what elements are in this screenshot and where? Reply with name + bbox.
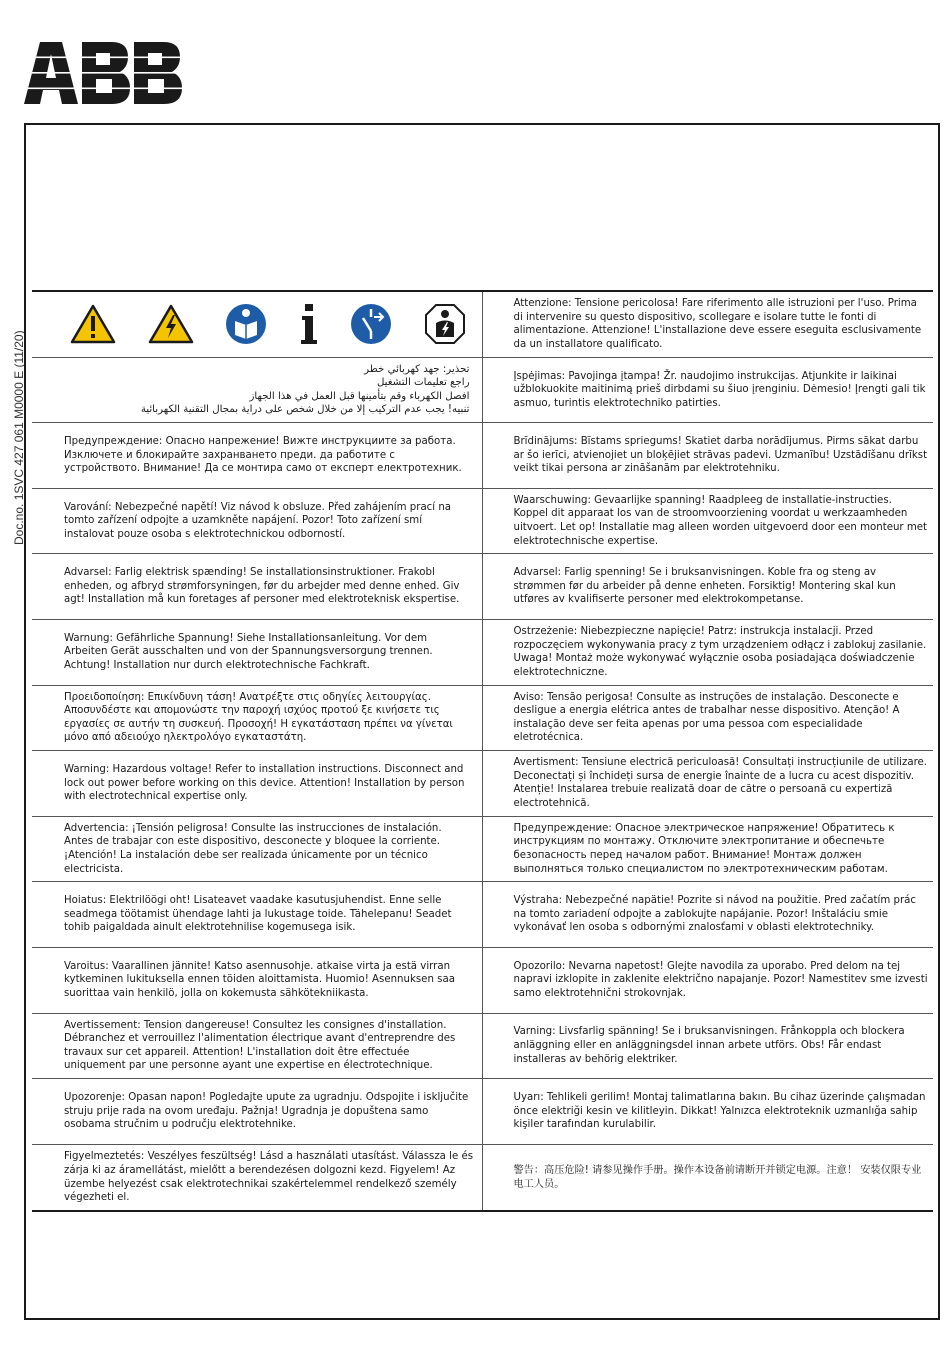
warning-text: Upozorenje: Opasan napon! Pogledajte upute za ugradnju. Odspojite i isključite struju prije rada na ovom uređaju. Pažnja! Ugradnja je dopuštena samo osobama stručnim u području elektrotehnike. [32, 1079, 483, 1144]
warning-text: تحذير: جهد كهربائي خطر راجع تعليمات التشغيل افصل الكهرباء وقم بتأمينها قبل العمل في هذا الجهاز تنبيه! يجب عدم التركيب إلا من خلال شخص على دراية بمجال التقنية الكهربائية [32, 358, 483, 423]
warning-text: Ostrzeżenie: Niebezpieczne napięcie! Patrz: instrukcja instalacji. Przed rozpoczęciem wykonywania pracy z tym urządzeniem odłącz i zablokuj zasilanie. Uwaga! Montaż może wykonywać wyłącznie osoba posiadająca doświadczenie elektrotechniczne. [513, 626, 927, 678]
table-row [32, 686, 933, 752]
warning-text: Warning: Hazardous voltage! Refer to installation instructions. Disconnect and lock out power before working on this device. Attention! Installation by person with electrotechnical expertise only. [32, 751, 483, 816]
qualified-electrician-icon [424, 303, 466, 345]
safety-icons [64, 303, 474, 345]
warning-text: Hoiatus: Elektrilöögi oht! Lisateavet vaadake kasutusjuhendist. Enne selle seadmega töötamist ühendage lahti ja lukustage toide. Tähelepanu! Seadet tohib paigaldada ainult elektrotehnilise kogemusega isik. [32, 882, 483, 947]
warning-text: Varoitus: Vaarallinen jännite! Katso asennusohje. atkaise virta ja estä virran kytkeminen lukituksella ennen töiden aloittamista. Huomio! Asennuksen saa suorittaa vain henkilö, jolla on kokemusta sähkötekniikasta. [32, 948, 483, 1013]
document-number: Doc.no. 1SVC 427 061 M0000 E (11/20) [12, 330, 26, 545]
warning-text: Предупреждение: Опасное электрическое напряжение! Обратитесь к инструкциям по монтажу. Отключите электропитание и обеспечьте безопасность перед началом работ. Внимание! Монтаж должен выполняться только специалистом по электротехническим работам. [513, 822, 895, 875]
table-row [32, 1145, 933, 1211]
warning-text: Advarsel: Farlig elektrisk spænding! Se installationsinstruktioner. Frakobl enheden, og afbryd strømforsyningen, før du arbejder med denne enhed. Giv agt! Installation må kun foretages af personer med elektroteknisk ekspertise. [32, 554, 483, 619]
icon-cell [32, 292, 483, 357]
table-row [32, 817, 933, 883]
information-icon [299, 303, 319, 345]
warning-text: Avertissement: Tension dangereuse! Consultez les consignes d'installation. Débranchez et verrouillez l'alimentation électrique avant d'entreprendre des travaux sur cet appareil. Attention! L'installation doit être effectuée uniquement par une personne ayant une expertise en électrotechnique. [32, 1014, 483, 1079]
table-row [32, 292, 933, 358]
table-row [32, 1079, 933, 1145]
warning-text: Varning: Livsfarlig spänning! Se i bruksanvisningen. Frånkoppla och blockera anläggning eller en anläggningsdel innan arbete utförs. Obs! Får endast installeras av behörig elektriker. [513, 1026, 905, 1065]
warning-text: Výstraha: Nebezpečné napätie! Pozrite si návod na použitie. Pred začatím prác na tomto zariadení odpojte a zablokujte napájanie. Pozor! Inštaláciu smie vykonávať len osoba s odbornými znalosťami v oblasti elektrotechniky. [513, 895, 917, 934]
warning-text: Brīdinājums: Bīstams spriegums! Skatiet darba norādījumus. Pirms sākat darbu ar šo ierīci, atvienojiet un bloķējiet strāvas padevi. Uzmanību! Uzstādīšanu drīkst veikt tikai persona ar zināšanām par elektrotehniku. [513, 436, 928, 475]
table-row [32, 882, 933, 948]
table-row [32, 489, 933, 555]
table-row [32, 423, 933, 489]
warning-text: Advertencia: ¡Tensión peligrosa! Consulte las instrucciones de instalación. Antes de trabajar con este dispositivo, desconecte y bloquee la corriente. ¡Atención! La instalación debe ser realizada únicamente por un técnico electricista. [32, 817, 483, 882]
table-row [32, 751, 933, 817]
warning-text: Warnung: Gefährliche Spannung! Siehe Installationsanleitung. Vor dem Arbeiten Gerät ausschalten und von der Spannungsversorgung trennen. Achtung! Installation nur durch elektrotechnische Fachkraft. [32, 620, 483, 685]
warning-text: Προειδοποίηση: Επικίνδυνη τάση! Ανατρέξτε στις οδηγίες λειτουργίας. Αποσυνδέστε και απομονώστε την παροχή ισχύος προτού ξε κινήσετε τις εργασίες σε αυτήν τη συσκευή. Προσοχή! Η εγκατάσταση πρέπει να γίνεται μόνο από αδειούχο ηλεκτρολόγο εγκαταστάτη. [32, 686, 483, 751]
warning-text: Įspėjimas: Pavojinga įtampa! Žr. naudojimo instrukcijas. Atjunkite ir laikinai užblokuokite maitinimą prieš dirbdami su šiuo įrenginiu. Dėmesio! Įrengti gali tik asmuo, turintis elektrotechniko patirties. [513, 370, 926, 409]
table-row [32, 948, 933, 1014]
electrical-hazard-icon [148, 304, 194, 344]
read-manual-icon [225, 303, 267, 345]
warning-text: Waarschuwing: Gevaarlijke spanning! Raadpleeg de installatie-instructies. Koppel dit apparaat los van de stroomvoorziening voordat u werkzaamheden uitvoert. Let op! Installatie mag alleen worden uitgevoerd door een monteur met elektrotechnische expertise. [513, 494, 928, 547]
safety-warnings-table [32, 290, 933, 1212]
table-row [32, 358, 933, 424]
warning-text: Opozorilo: Nevarna napetost! Glejte navodila za uporabo. Pred delom na tej napravi izklopite in zaklenite električno napajanje. Pozor! Namestitev sme izvesti samo elektrotehnični strokovnjak. [513, 960, 928, 1000]
warning-icon [70, 304, 116, 344]
warning-text: Advarsel: Farlig spenning! Se i bruksanvisningen. Koble fra og steng av strømmen før du arbeider på denne enheten. Forsiktig! Montering skal kun utføres av kvalifiserte personer med elektrokompetanse. [513, 567, 896, 606]
warning-text: Uyarı: Tehlikeli gerilim! Montaj talimatlarına bakın. Bu cihaz üzerinde çalışmadan önce elektriği kesin ve kilitleyin. Dikkat! Yalnızca elektroteknik uzmanlığa sahip kişiler tarafından kurulabilir. [513, 1092, 926, 1131]
abb-logo [24, 42, 184, 104]
table-row [32, 554, 933, 620]
table-row [32, 620, 933, 686]
disconnect-before-work-icon [350, 303, 392, 345]
warning-text: Aviso: Tensão perigosa! Consulte as instruções de instalação. Desconecte e desligue a energia elétrica antes de trabalhar nesse dispositivo. Atenção! A instalação deve ser feita apenas por uma pessoa com especialidade eletrotécnica. [513, 691, 900, 744]
warning-text: Figyelmeztetés: Veszélyes feszültség! Lásd a használati utasítást. Válassza le és zárja ki az áramellátást, mielőtt a berendezésen dolgozni kezd. Figyelem! Az üzembe helyezést csak elektrotechnikai szakértelemmel rendelkező személy végezheti el. [32, 1145, 483, 1211]
warning-text: 警告：高压危险! 请参见操作手册。操作本设备前请断开并锁定电源。注意！ 安装仅限专业电工人员。 [513, 1164, 922, 1190]
table-row [32, 1014, 933, 1080]
warning-text: Avertisment: Tensiune electrică periculoasă! Consultați instrucțiunile de utilizare. Deconectați și închideți sursa de energie înainte de a lucra cu acest dispozitiv. Atenție! Instalarea trebuie realizată doar de către o persoană cu expertiză electrotehnică. [513, 757, 928, 810]
warning-text: Varování: Nebezpečné napětí! Viz návod k obsluze. Před zahájením prací na tomto zařízení odpojte a uzamkněte napájení. Pozor! Toto zařízení smí instalovat pouze osoba s elektrotechnickou odborností. [32, 489, 483, 554]
warning-text: Предупреждение: Опасно напрежение! Вижте инструкциите за работа. Изключете и блокирайте захранването преди. да работите с устройството. Внимание! Да се монтира само от експерт електротехник. [32, 423, 483, 488]
warning-text: Attenzione: Tensione pericolosa! Fare riferimento alle istruzioni per l'uso. Prima di intervenire su questo dispositivo, scollegare e isolare tutte le fonti di alimentazione. Attenzione! L'installazione deve essere eseguita esclusivamente da un installatore qualificato. [513, 298, 922, 350]
